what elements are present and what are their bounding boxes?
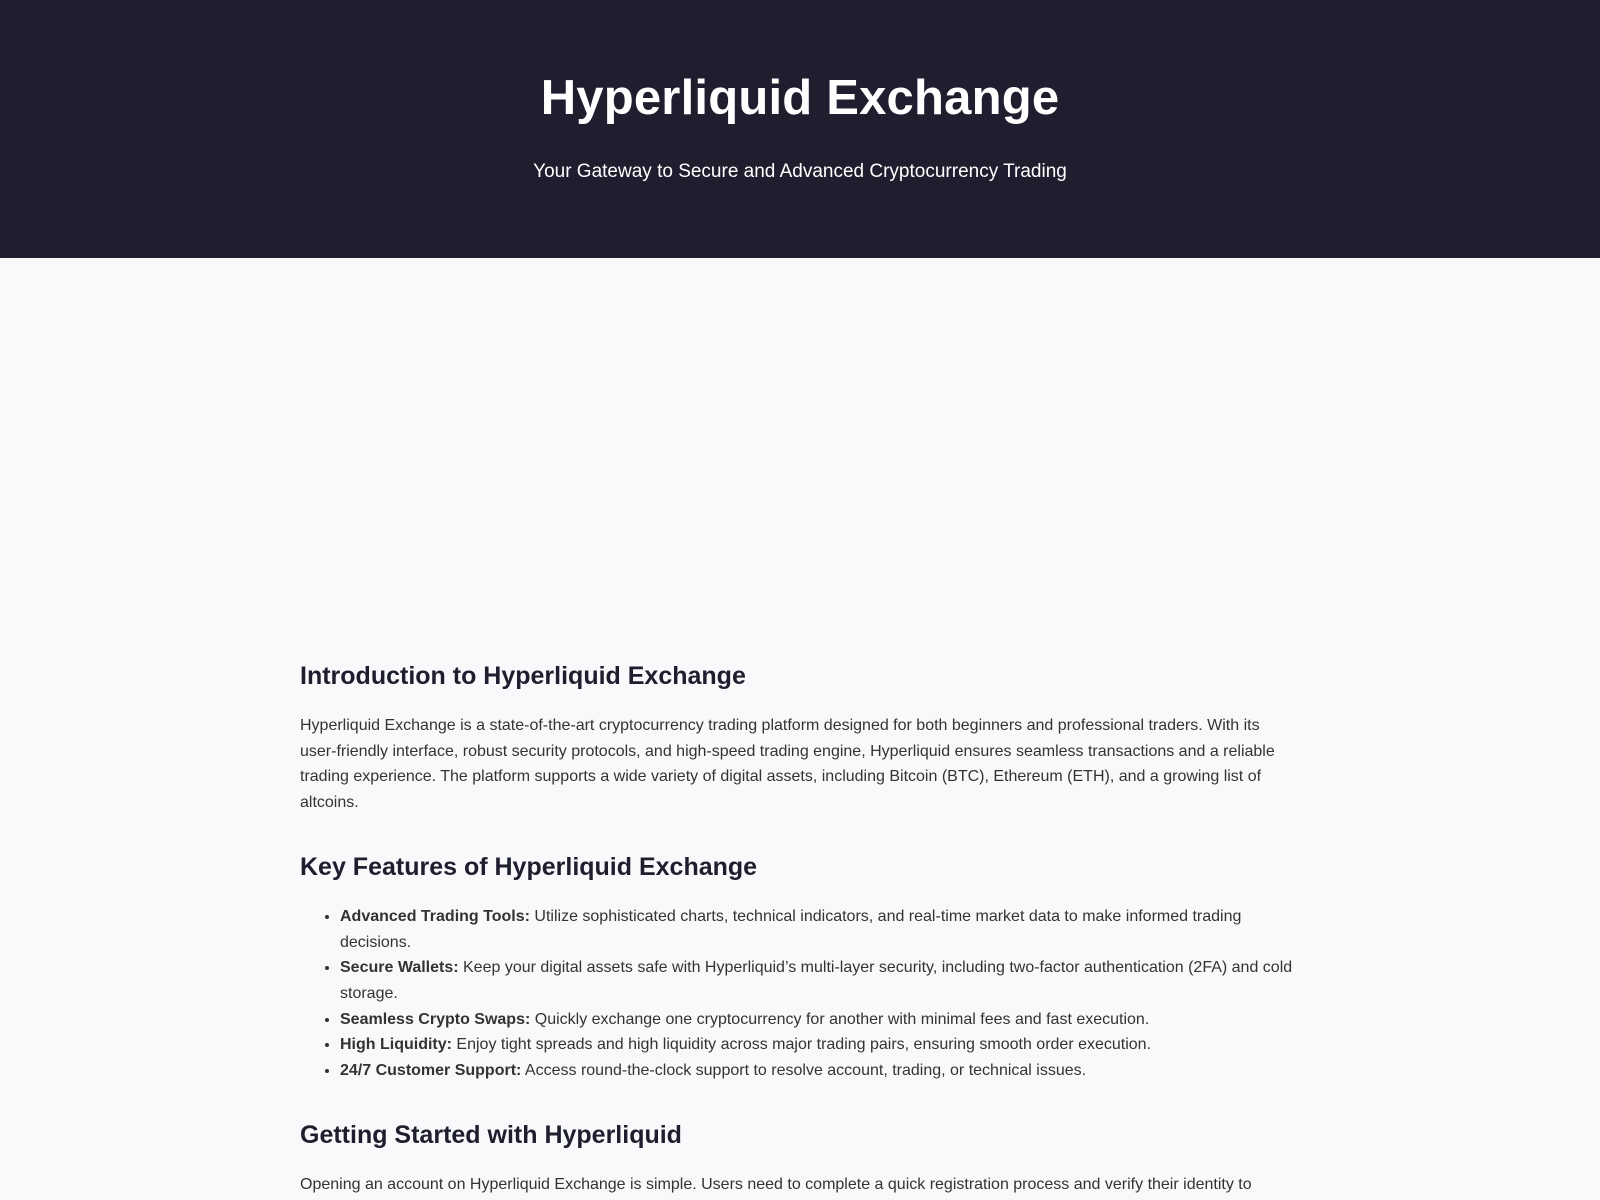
getting-started-paragraph: Opening an account on Hyperliquid Exchange is simple. Users need to complete a quick registration process and verify their identity to: [300, 1175, 1252, 1193]
features-heading: Key Features of Hyperliquid Exchange: [300, 852, 758, 881]
feature-name: Advanced Trading Tools:: [340, 907, 530, 925]
getting-started-section: [300, 1120, 1300, 1198]
feature-name: Seamless Crypto Swaps:: [340, 1010, 531, 1028]
feature-name: High Liquidity:: [340, 1036, 452, 1054]
page-subtitle: Your Gateway to Secure and Advanced Cryptocurrency Trading: [533, 161, 1067, 182]
feature-description: Access round-the-clock support to resolve account, trading, or technical issues.: [521, 1062, 1087, 1080]
intro-paragraph: Hyperliquid Exchange is a state-of-the-art cryptocurrency trading platform designed for both beginners and professional traders. With its user-friendly interface, robust security protocols, and high-speed trading engine, Hyperliquid ensures seamless transactions and a reliable trading experience. The platform supports a wide variety of digital assets, including Bitcoin (BTC), Ethereum (ETH), and a growing list of altcoins.: [300, 717, 1275, 812]
features-section: [300, 852, 1300, 1084]
feature-description: Keep your digital assets safe with Hyperliquid’s multi-layer security, including two-factor authentication (2FA) and cold storage.: [340, 959, 1293, 1002]
feature-item-advanced-trading-tools: [340, 904, 1300, 955]
feature-name: 24/7 Customer Support:: [340, 1062, 522, 1080]
feature-list: [300, 904, 1300, 1084]
feature-name: Secure Wallets:: [340, 959, 459, 977]
intro-section: [300, 661, 1300, 816]
feature-description: Quickly exchange one cryptocurrency for another with minimal fees and fast execution.: [530, 1010, 1150, 1028]
getting-started-heading: Getting Started with Hyperliquid: [300, 1120, 682, 1149]
feature-item-seamless-crypto-swaps: [340, 1007, 1300, 1033]
feature-description: Utilize sophisticated charts, technical indicators, and real-time market data to make informed trading decisions.: [340, 907, 1242, 951]
main-content: [300, 661, 1300, 1197]
feature-item-high-liquidity: [340, 1032, 1300, 1058]
banner-area: [0, 258, 1600, 661]
intro-heading: Introduction to Hyperliquid Exchange: [300, 662, 746, 690]
page-title: Hyperliquid Exchange: [540, 71, 1060, 125]
hero-header: [0, 0, 1600, 258]
feature-item-secure-wallets: [340, 955, 1300, 1006]
feature-item-customer-support: [340, 1058, 1300, 1084]
feature-description: Enjoy tight spreads and high liquidity across major trading pairs, ensuring smooth order execution.: [451, 1036, 1152, 1054]
